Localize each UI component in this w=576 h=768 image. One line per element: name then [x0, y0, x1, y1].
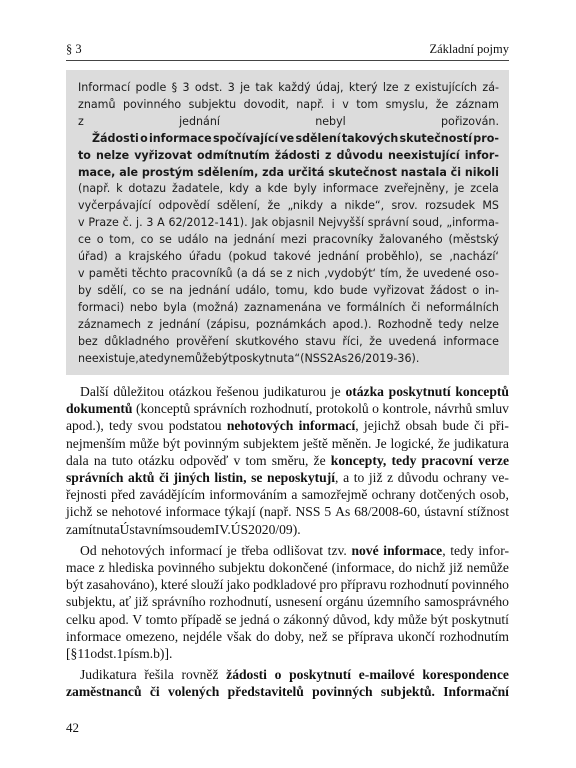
text-line: záznamech z jednání (zápisu, poznámkách apod.). Rozhodně tedy nelze — [78, 317, 499, 331]
text-line: mace, ale prostým sdělením, zda určitá skutečnost nastala či nikoli — [78, 165, 499, 179]
text-line: v Praze č. j. 3 A 62/2012-141). Jak objasnil Nejvyšší správní soud, „informa- — [78, 216, 499, 230]
highlight-box — [66, 70, 509, 375]
text-line: správních aktů či jiných listin, se neposkytují, a to již z důvodu ochrany ve- — [66, 470, 509, 486]
text-line: Žádosti o informace spočívající ve sdělení takových skutečností pro- — [92, 131, 499, 145]
text-line: Další důležitou otázkou řešenou judikaturou je otázka poskytnutí konceptů — [80, 384, 509, 399]
text-line: [§ 11 odst. 1 písm. b)]. — [66, 646, 173, 662]
text-line: být zasahováno), které slouží jako podkladové pro přípravu rozhodnutí povinného — [66, 577, 509, 593]
text-line: Judikatura řešila rovněž žádosti o poskytnutí e-mailové korespondence — [80, 667, 509, 683]
text-line: vyčerpávající odpovědí sdělení, že „nikdy a nikde“, srov. rozsudek MS — [78, 199, 499, 213]
text-line: neexistuje, a tedy nemůže být poskytnuta“ (NSS 2 As 26/2019-36). — [78, 351, 420, 365]
text-line: znamů povinného subjektu dovodit, např. i v tom smyslu, že záznam — [78, 97, 499, 111]
text-line: Od nehotových informací je třeba odlišovat tzv. nové informace, tedy infor- — [80, 542, 509, 558]
text-line: bez důkladného prověření skutkového stavu říci, že uvedená informace — [78, 334, 499, 348]
text-line: zaměstnanců či volených představitelů povinných subjektů. Informační — [66, 684, 509, 700]
text-line: v paměti těchto pracovníků (a dá se z nich ‚vydobýt‘ tím, že uvedené oso- — [78, 266, 499, 280]
text-line: to nelze vyřizovat odmítnutím žádosti z důvodu neexistující infor- — [78, 148, 499, 162]
text-line: jichž se nehotové informace týkají (např. NSS 5 As 68/2008-60, ústavní stížnost — [66, 504, 509, 520]
text-line: úřad) a krajského úřadu (pokud takové jednání proběhlo), se ‚nachází‘ — [78, 250, 499, 264]
text-line: Informací podle § 3 odst. 3 je tak každý údaj, který lze z existujících zá- — [78, 81, 499, 94]
chapter-title: Základní pojmy — [429, 42, 509, 56]
section-mark: § 3 — [66, 42, 82, 56]
running-head — [66, 41, 509, 61]
text-line: celku apod. V tomto případě se jedná o zákonný důvod, kdy může být poskytnutí — [66, 611, 509, 627]
text-line: formaci) nebo byla (možná) zaznamenána ve formálních či neformálních — [78, 300, 499, 314]
text-line: apod.), tedy svou podstatou nehotových informací, jejichž obsah bude či při- — [66, 418, 509, 434]
text-line: dokumentů (konceptů správních rozhodnutí, protokolů o kontrole, návrhů smluv — [66, 401, 509, 417]
text-line: by sdělí, co se na jednání událo, tomu, kdo bude vyřizovat žádost o in- — [78, 283, 499, 297]
text-line: (např. k dotazu žadatele, kdy a kde byly informace zveřejněny, je zcela — [78, 182, 499, 196]
page-number: 42 — [66, 720, 79, 735]
text-line: dala na tuto otázku odpověď v tom směru, že koncepty, tedy pracovní verze — [66, 452, 509, 468]
text-line: ce o tom, co se událo na jednání mezi pracovníky žalovaného (městský — [78, 233, 499, 247]
text-line: subjektu, ať již správního rozhodnutí, usnesení orgánu územního samosprávného — [66, 594, 509, 610]
text-line: řejnosti před zavádějícím informováním a samozřejmě ochrany dotčených osob, — [66, 487, 509, 503]
text-line: zamítnuta Ústavním soudem IV. ÚS 2020/09). — [66, 521, 301, 537]
main-text — [66, 383, 509, 701]
text-line: mace z hlediska povinného subjektu dokončené (informace, do nichž již nemůže — [66, 560, 509, 576]
text-line: z jednání nebyl pořizován. — [78, 114, 499, 128]
text-line: nejmenším může být povinným subjektem ještě měněn. Je logické, že judikatura — [66, 435, 509, 451]
text-line: informace omezeno, nejdéle však do doby, než se příprava ukončí rozhodnutím — [66, 628, 509, 644]
